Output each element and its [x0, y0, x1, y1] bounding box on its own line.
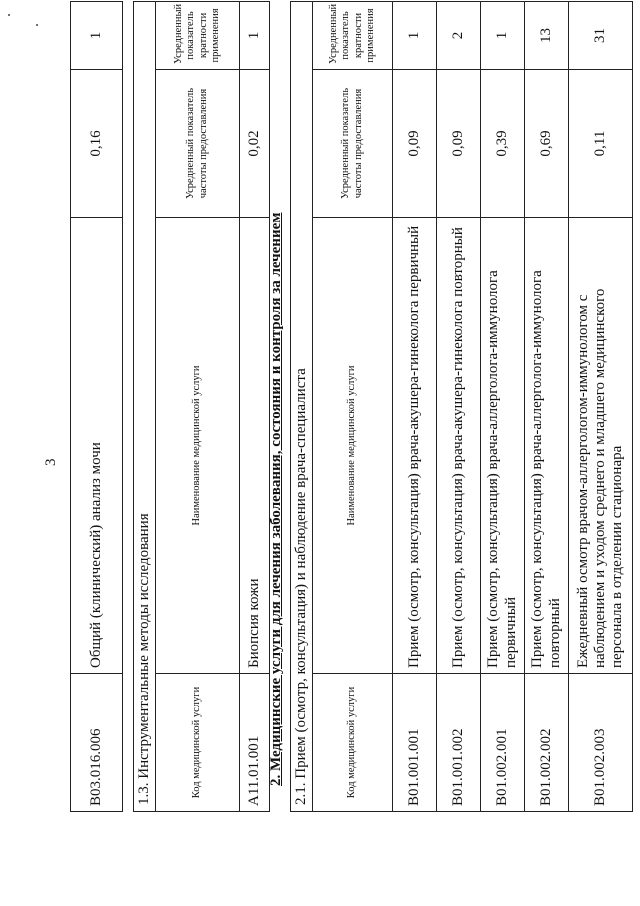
- multiplicity-value: 1: [393, 1, 437, 69]
- multiplicity-value: 13: [525, 1, 569, 69]
- service-name: Биопсия кожи: [240, 218, 270, 674]
- frequency-value: 0,09: [437, 70, 481, 218]
- section-title-row: [291, 1, 313, 811]
- scan-speck: [36, 24, 38, 26]
- service-name: Прием (осмотр, консультация) врача-аллерголога-иммунолога первичный: [481, 218, 525, 674]
- multiplicity-value: 2: [437, 1, 481, 69]
- header-code: Код медицинской услуги: [313, 674, 393, 812]
- multiplicity-value: 31: [569, 1, 633, 69]
- frequency-value: 0,11: [569, 70, 633, 218]
- service-code: A11.01.001: [240, 674, 270, 812]
- frequency-value: 0,16: [71, 70, 123, 218]
- service-code: B01.002.002: [525, 674, 569, 812]
- table-row: [481, 1, 525, 811]
- section-title-row: [134, 1, 156, 811]
- header-frequency: Усредненный показатель частоты предоставления: [313, 70, 393, 218]
- section-title: 1.3. Инструментальные методы исследования: [134, 1, 156, 811]
- frequency-value: 0,39: [481, 70, 525, 218]
- service-name: Прием (осмотр, консультация) врача-акушера-гинеколога повторный: [437, 218, 481, 674]
- header-name: Наименование медицинской услуги: [313, 218, 393, 674]
- specialist-visits-table: [290, 1, 633, 812]
- frequency-value: 0,69: [525, 70, 569, 218]
- service-name: Прием (осмотр, консультация) врача-аллерголога-иммунолога повторный: [525, 218, 569, 674]
- frequency-value: 0,09: [393, 70, 437, 218]
- header-name: Наименование медицинской услуги: [156, 218, 240, 674]
- service-code: B03.016.006: [71, 674, 123, 812]
- multiplicity-value: 1: [240, 1, 270, 69]
- frequency-value: 0,02: [240, 70, 270, 218]
- service-code: B01.002.003: [569, 674, 633, 812]
- multiplicity-value: 1: [481, 1, 525, 69]
- multiplicity-value: 1: [71, 2, 123, 70]
- instrumental-methods-table: [133, 1, 270, 812]
- header-multiplicity: Усредненный показатель кратности применения: [313, 1, 393, 69]
- table-row: [393, 1, 437, 811]
- section-title: 2.1. Прием (осмотр, консультация) и наблюдение врача-специалиста: [291, 1, 313, 811]
- service-name: Общий (клинический) анализ мочи: [71, 218, 123, 674]
- service-code: B01.001.001: [393, 674, 437, 812]
- table-header-row: [313, 1, 393, 811]
- service-code: B01.002.001: [481, 674, 525, 812]
- scan-speck: [8, 14, 10, 16]
- section-2-heading: 2. Медицинские услуги для лечения заболевания, состояния и контроля за лечением: [268, 212, 284, 786]
- service-code: B01.001.002: [437, 674, 481, 812]
- table-row: [71, 2, 123, 812]
- table-row: [525, 1, 569, 811]
- table-row: [437, 1, 481, 811]
- header-code: Код медицинской услуги: [156, 674, 240, 812]
- service-name: Прием (осмотр, консультация) врача-акушера-гинеколога первичный: [393, 218, 437, 674]
- table-row: [240, 1, 270, 811]
- page-number: 3: [43, 458, 59, 466]
- table-row: [569, 1, 633, 811]
- header-frequency: Усредненный показатель частоты предоставления: [156, 70, 240, 218]
- lab-tests-table-tail: [70, 1, 123, 812]
- table-header-row: [156, 1, 240, 811]
- header-multiplicity: Усредненный показатель кратности применения: [156, 1, 240, 69]
- service-name: Ежедневный осмотр врачом-аллергологом-иммунологом с наблюдением и уходом среднего и младшего медицинского персонала в отделении стационара: [569, 218, 633, 674]
